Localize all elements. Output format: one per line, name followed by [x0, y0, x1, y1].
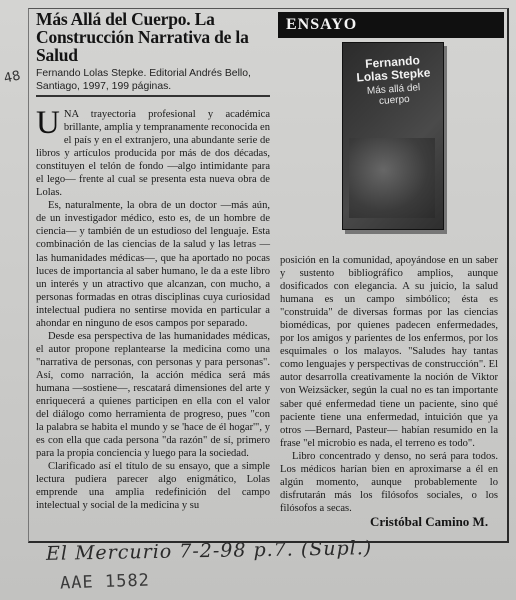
article-column-left: [36, 105, 271, 512]
archive-stamp: AAE 1582: [59, 570, 151, 594]
article-paragraph: UNA trayectoria profesional y académica brillante, amplia y tempranamente reconocida en el país y en el extranjero, una abundante serie de libros y artículos producida por más de dos décadas, constituyen el telón de fondo —algo intimidante para el lego— frente al cual se presenta esta nueva obra de Lolas.: [36, 105, 271, 199]
article-paragraph: Desde esa perspectiva de las humanidades médicas, el autor propone replantearse la medicina como una "narrativa de personas, con personas y para personas". Así, como narración, la acción médica será más humana —sostiene—, rescatará dimensiones del arte y enriquecerá a quienes participen en ella con el valor del diálogo como herramienta de progreso, pues "con la palabra se habita el mundo y se 'hace de él hogar'", y es con ella que cada persona "da razón" de sí, primero para la propia conciencia y luego para la sociedad.: [36, 330, 270, 460]
handwritten-source-note: El Mercurio 7-2-98 p.7. (Supl.): [45, 537, 373, 565]
bibliographic-info: Fernando Lolas Stepke. Editorial Andrés Bello, Santiago, 1997, 199 páginas.: [36, 68, 251, 92]
section-label: ENSAYO: [278, 12, 504, 38]
article-title: Más Allá del Cuerpo. La Construcción Narrativa de la Salud: [36, 9, 249, 65]
author-signature: Cristóbal Camino M.: [370, 514, 489, 529]
article-paragraph: Clarificado así el título de su ensayo, que a simple lectura pudiera parecer algo enigmático, Lolas emprende una amplia redefinición del campo intelectual y social de la medicina y su: [36, 461, 270, 512]
book-cover-author: Fernando Lolas Stepke: [356, 53, 431, 85]
book-cover-title: Más allá del cuerpo: [366, 82, 421, 108]
article-paragraph: Libro concentrado y denso, no será para todos. Los médicos harían bien en aproximarse a él en algún momento, aunque probablemente lo disfrutarán más los filósofos sociales, o los filósofos a secas.: [280, 450, 498, 514]
article-column-right: [280, 254, 498, 515]
article-paragraph: posición en la comunidad, apoyándose en un saber y sustento bibliográfico amplios, aunque dosificados con elegancia. A su juicio, la salud humana es un campo simbólico; ésta es "construida" de diversas formas por las ciencias biomédicas, por quienes padecen enfermedades, por los amigos y parientes de los enfermos, por los esquimales o los malayos. "Saludes hay tantas como lenguajes y perspectivas de construcción". El autor desarrolla creativamente la noción de Viktor von Weizsäcker, según la cual no es tan importante saber qué enfermedad tiene un paciente, sino qué paciente tiene una enfermedad, intuición que ya otros —Bernard, Pasteur— habían resumido en la frase "el microbio es nada, el terreno es todo".: [280, 255, 498, 449]
article-paragraph: Es, naturalmente, la obra de un doctor —más aún, de un investigador médico, esto es, de un hombre de ciencia— y también de un estudioso del lenguaje. Esta combinación de las ciencias de la salud y las letras —las humanidades médicas—, que ha aportado no pocas luces de importancia al saber humano, le da a este libro un interés y un atractivo que alcanzan, con mucho, a personas formadas en otras disciplinas cuya curiosidad intelectual pudiera no sentirse movida en particular a ahondar en ninguno de esos campos por separado.: [36, 200, 270, 329]
drop-cap: U: [36, 105, 60, 141]
margin-note: 48: [2, 68, 22, 87]
title-rule: [36, 95, 270, 97]
